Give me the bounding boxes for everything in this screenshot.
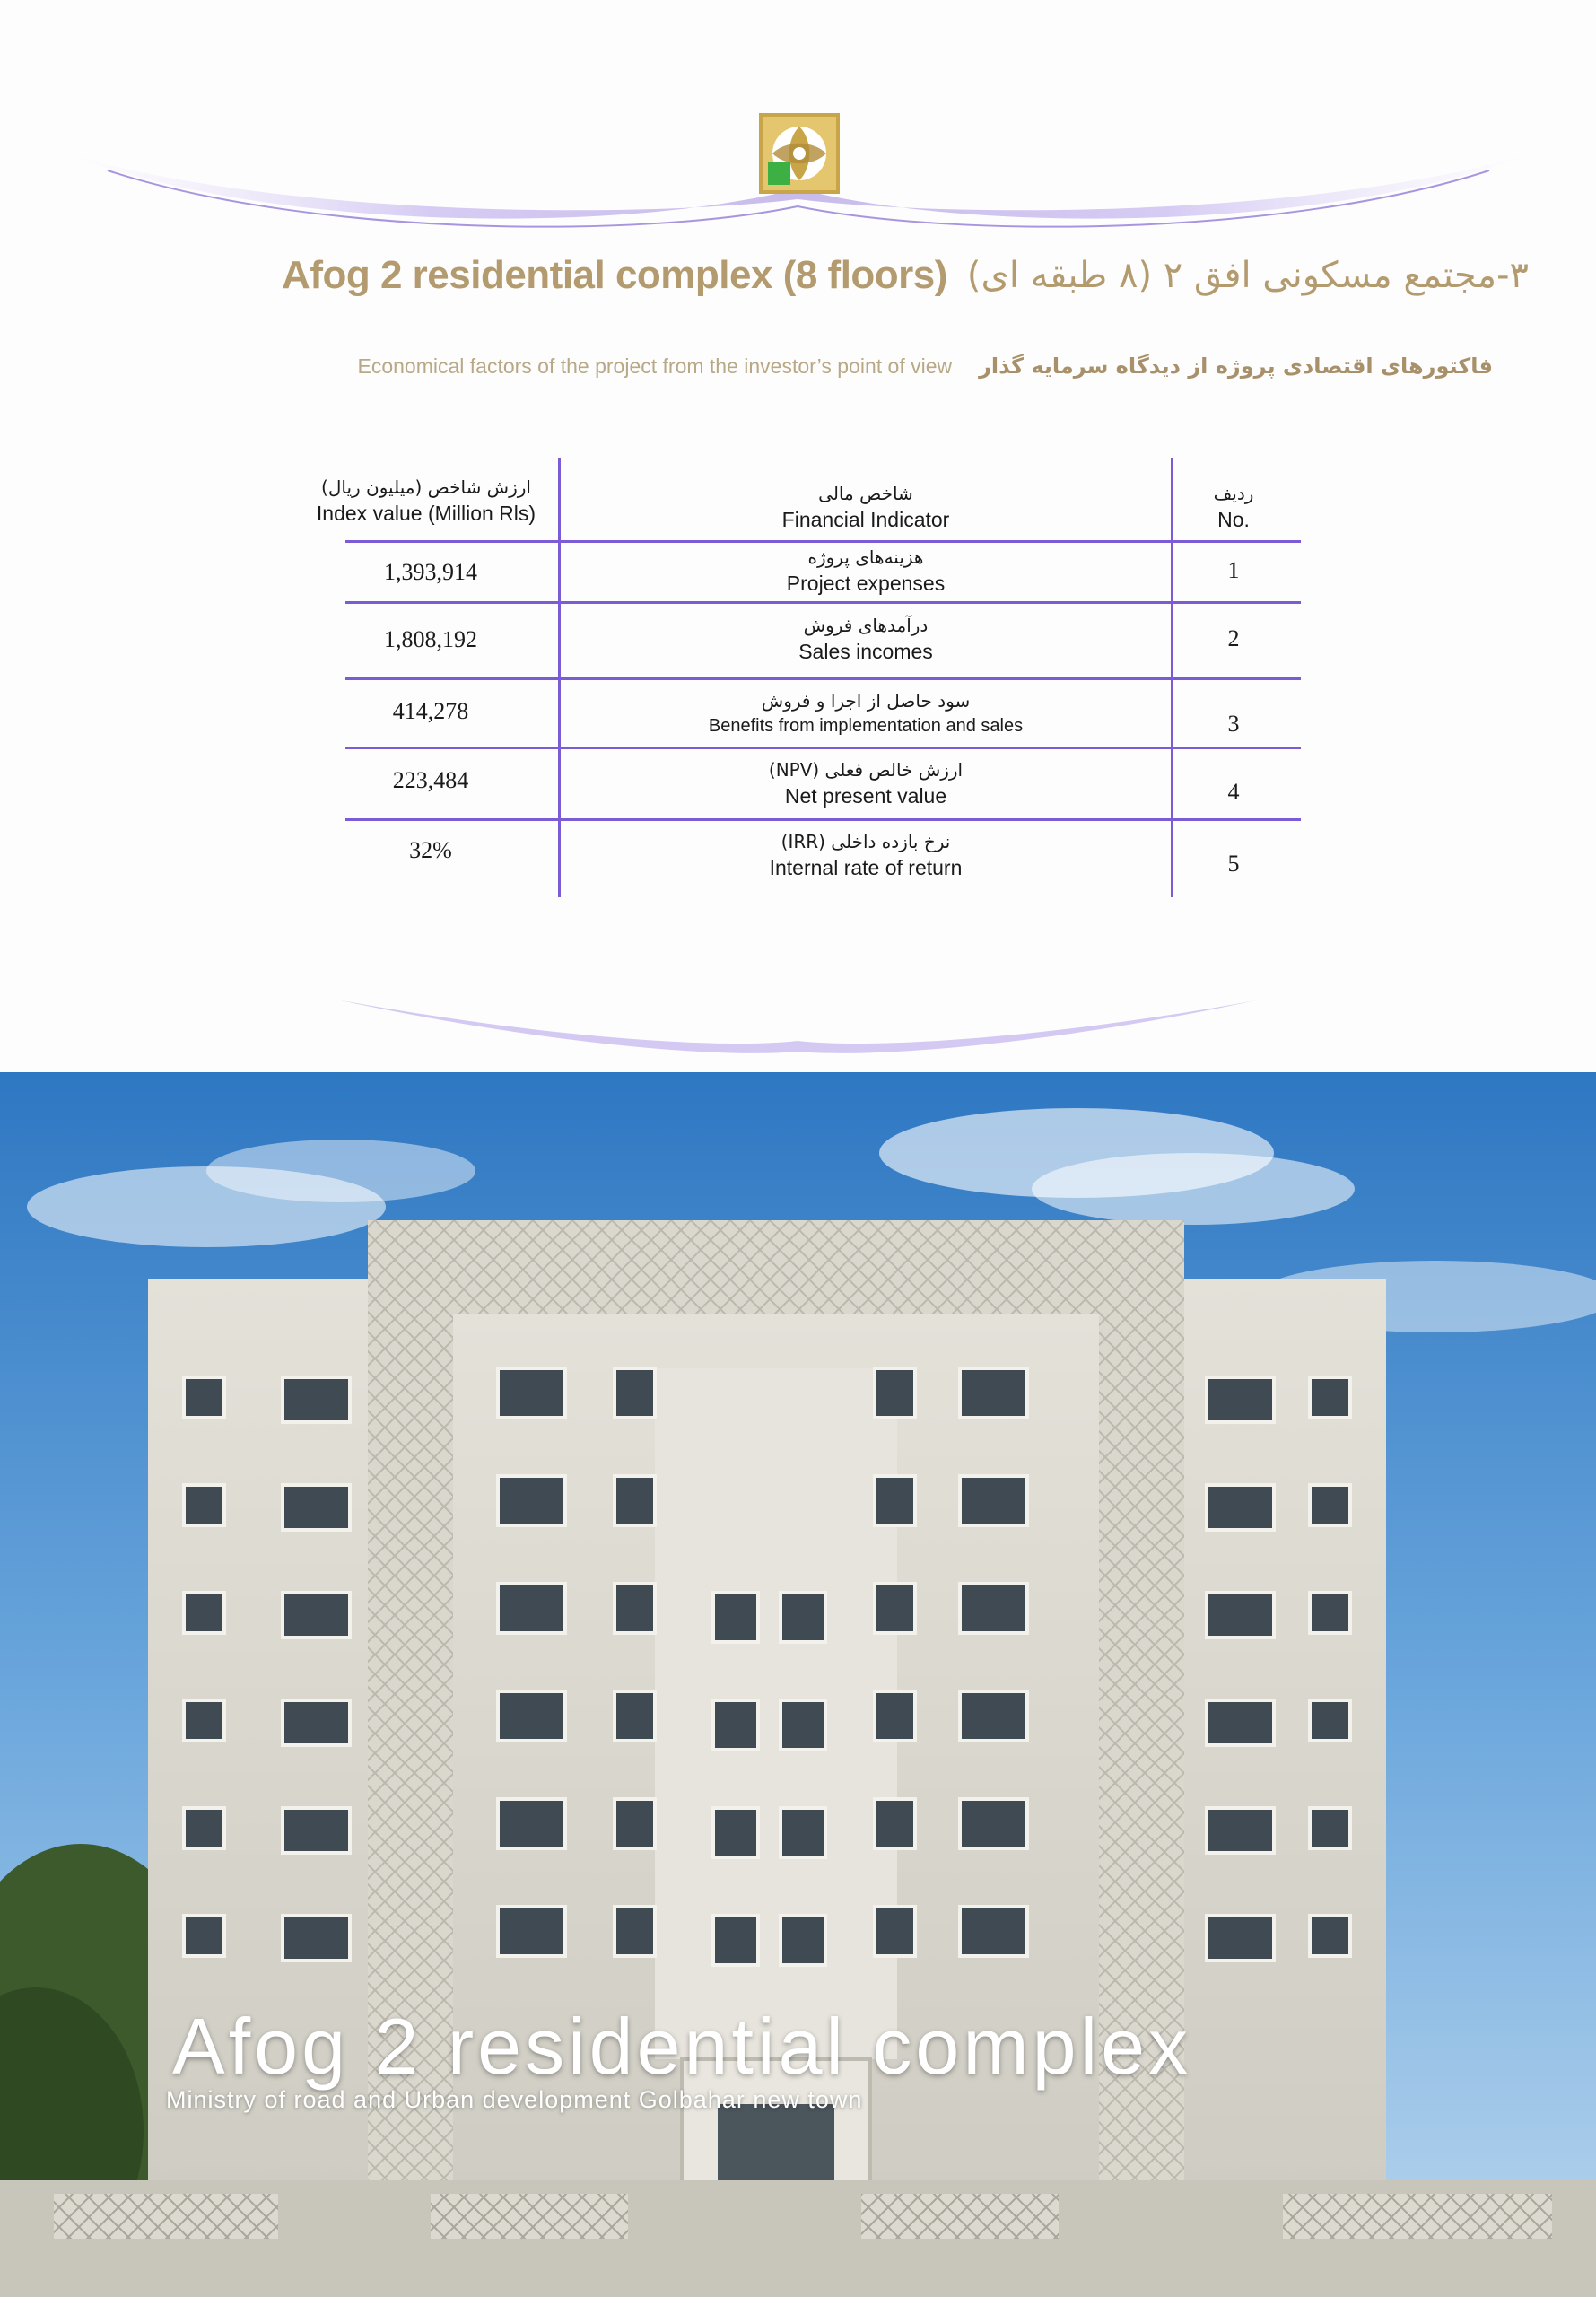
document-page [0,0,1596,1072]
table-row-4-number [1180,758,1287,826]
header-financial-indicator [565,471,1166,543]
indicator-en: Project expenses [786,572,946,595]
page-title [90,244,1529,307]
header-value-en: Index value (Million Rls) [316,502,536,525]
indicator-en: Sales incomes [798,640,933,663]
subtitle-english: Economical factors of the project from the investor’s point of view [357,354,953,378]
indicator-fa: نرخ بازده داخلی (IRR) [781,831,951,852]
header-indicator-fa: شاخص مالی [818,483,913,504]
header-index-value [305,465,547,537]
table-row-1-value [305,543,556,601]
indicator-fa: درآمدهای فروش [803,615,929,636]
company-logo [759,113,840,194]
header-indicator-en: Financial Indicator [781,508,950,531]
financial-indicators-table [305,458,1274,897]
value-text: 1,808,192 [384,625,477,652]
indicator-en: Benefits from implementation and sales [708,716,1024,736]
bottom-wave-ornament [0,987,1596,1059]
table-row-1-indicator [565,540,1166,601]
row-number: 5 [1227,851,1240,877]
title-english: Afog 2 residential complex (8 floors) [282,253,947,297]
header-row-number [1180,471,1287,543]
table-row-5-number [1180,830,1287,898]
indicator-fa: ارزش خالص فعلی (NPV) [768,759,964,781]
table-row-2-number [1180,603,1287,675]
value-text: 1,393,914 [384,558,477,585]
photo-caption-title: Afog 2 residential complex [172,2002,1192,2091]
table-row-5-indicator [565,821,1166,889]
indicator-fa: سود حاصل از اجرا و فروش [761,690,971,712]
indicator-en: Net present value [784,784,947,808]
value-text: 32% [409,836,452,863]
table-row-3-value [305,677,556,745]
indicator-fa: هزینه‌های پروژه [807,546,924,568]
table-row-3-number [1180,691,1287,757]
page-subtitle [179,348,1493,384]
row-number: 4 [1227,779,1240,805]
photo-caption-subtitle: Ministry of road and Urban development Golbahar new town [166,2086,863,2113]
indicator-en: Internal rate of return [769,856,963,879]
table-row-4-indicator [565,749,1166,817]
row-number: 3 [1227,711,1240,737]
header-no-en: No. [1217,508,1250,531]
value-text: 414,278 [392,697,469,724]
table-row-2-indicator [565,603,1166,675]
row-number: 2 [1227,625,1240,651]
row-number: 1 [1227,557,1240,583]
value-text: 223,484 [392,766,469,793]
table-row-3-indicator [565,680,1166,747]
header-value-fa: ارزش شاخص (میلیون ریال) [321,476,531,498]
title-persian: ۳-مجتمع مسکونی افق ۲ (۸ طبقه ای) [966,255,1529,296]
subtitle-persian: فاکتورهای اقتصادی پروژه از دیدگاه سرمایه گذار [979,354,1493,379]
table-row-5-value [305,817,556,884]
header-no-fa: ردیف [1213,483,1254,504]
table-row-2-value [305,606,556,673]
table-row-1-number [1180,540,1287,601]
table-row-4-value [305,747,556,814]
